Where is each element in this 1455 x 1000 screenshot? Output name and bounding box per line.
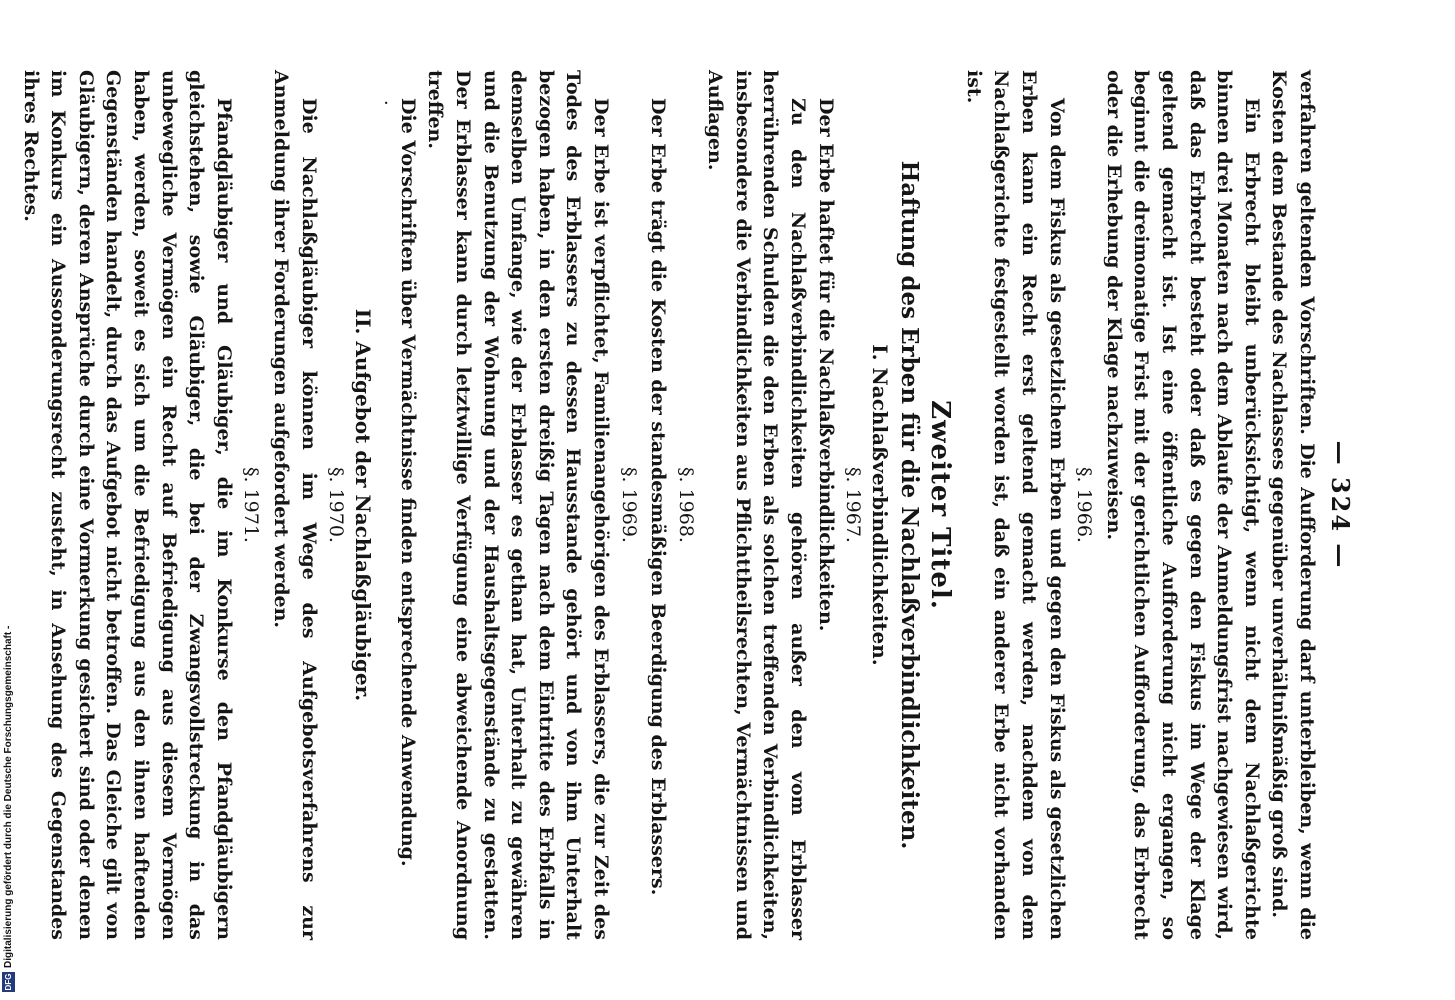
section-label-1970: §. 1970. — [325, 467, 348, 543]
digitization-footer — [0, 0, 22, 1000]
rotation-frame — [19, 40, 1355, 1000]
section-1970-text: Die Nachlaßgläubiger können im Wege des Aufgebotsverfahrens zur Anmeldung ihrer Forderungen aufgefordert werden. — [270, 70, 320, 940]
section-1966-text: Von dem Fiskus als gesetzlichem Erben und gegen den Fiskus als gesetzlichen Erben kann ein Recht erst geltend gemacht werden, nachdem von dem Nachlaßgerichte festgestellt worden ist, daß ein anderer Erbe nicht vorhanden ist. — [962, 70, 1068, 940]
section-label-1969: §. 1969. — [617, 467, 640, 543]
section-1968-text: Der Erbe trägt die Kosten der standesmäßigen Beerdigung des Erblassers. — [647, 98, 670, 896]
section-1969-text-1: Der Erbe ist verpflichtet, Familienangehörigen des Erblassers, die zur Zeit des Todes des Erblassers zu dessen Hausstande gehört und von ihm Unterhalt bezogen haben, in den ersten dreißig Tagen nach dem Eintritte des Erbfalls in demselben Umfange, wie der Erblasser es gethan hat, Unterhalt zu gewähren und die Benutzung der Wohnung und der Haushaltsgegenstände zu gestatten. Der Erblasser kann durch letztwillige Verfügung eine abweichende Anordnung treffen. — [424, 70, 612, 940]
intro-paragraph-1: verfahren geltenden Vorschriften. Die Aufforderung darf unterbleiben, wenn die Kosten dem Bestande des Nachlasses gegenüber unverhältnißmäßig groß sind. — [1268, 70, 1318, 940]
section-label-1966: §. 1966. — [1073, 467, 1096, 543]
rotated-sheet — [19, 40, 1355, 980]
section-label-1968: §. 1968. — [674, 467, 697, 543]
section-1969-text-2: Die Vorschriften über Vermächtnisse finden entsprechende Anwendung. — [396, 98, 419, 867]
section-label-1967: §. 1967. — [842, 467, 865, 543]
section-label-1971: §. 1971. — [240, 467, 263, 543]
footer-row — [2, 592, 15, 992]
subsection-1-heading: I. Nachlaßverbindlichkeiten. — [868, 344, 893, 666]
section-1967-text-1: Der Erbe haftet für die Nachlaßverbindlichkeiten. — [814, 98, 837, 632]
title-sub: Haftung des Erben für die Nachlaßverbindlichkeiten. — [896, 160, 924, 850]
stray-mark: · — [375, 100, 397, 106]
section-1971-text: Pfandgläubiger und Gläubiger, die im Konkurse den Pfandgläubigern gleichstehen, sowie Gläubiger, die bei der Zwangsvollstreckung in das unbewegliche Vermögen ein Recht auf Befriedigung aus diesem Vermögen haben, werden, soweit es sich um die Befriedigung aus den ihnen haftenden Gegenständen handelt, durch das Aufgebot nicht betroffen. Das Gleiche gilt von Gläubigern, deren Ansprüche durch eine Vormerkung gesichert sind oder denen im Konkurs ein Aussonderungsrecht zusteht, in Ansehung des Gegenstandes ihres Rechtes. — [19, 70, 235, 940]
page-number: — 324 — — [1326, 440, 1355, 570]
intro-paragraph-2: Ein Erbrecht bleibt unberücksichtigt, wenn nicht dem Nachlaßgerichte binnen drei Monaten nach dem Ablaufe der Anmeldungsfrist nachgewiesen wird, daß das Erbrecht besteht oder daß es gegen den Fiskus im Wege der Klage geltend gemacht ist. Ist eine öffentliche Aufforderung nicht ergangen, so beginnt die dreimonatige Frist mit der gerichtlichen Aufforderung, das Erbrecht oder die Erhebung der Klage nachzuweisen. — [1102, 70, 1263, 940]
subsection-2-heading: II. Aufgebot der Nachlaßgläubiger. — [351, 308, 376, 702]
dfg-logo-icon: DFG — [4, 973, 13, 991]
title-main: Zweiter Titel. — [925, 400, 956, 610]
footer-text: Digitalisierung gefördert durch die Deutsche Forschungsgemeinschaft - — [3, 625, 14, 968]
page-body — [16, 40, 1355, 980]
section-1967-text-2: Zu den Nachlaßverbindlichkeiten gehören außer den vom Erblasser herrührenden Schulden die den Erben als solchen treffenden Verbindlichkeiten, insbesondere die Verbindlichkeiten aus Pflichttheilsrechten, Vermächtnissen und Auflagen. — [704, 70, 810, 940]
